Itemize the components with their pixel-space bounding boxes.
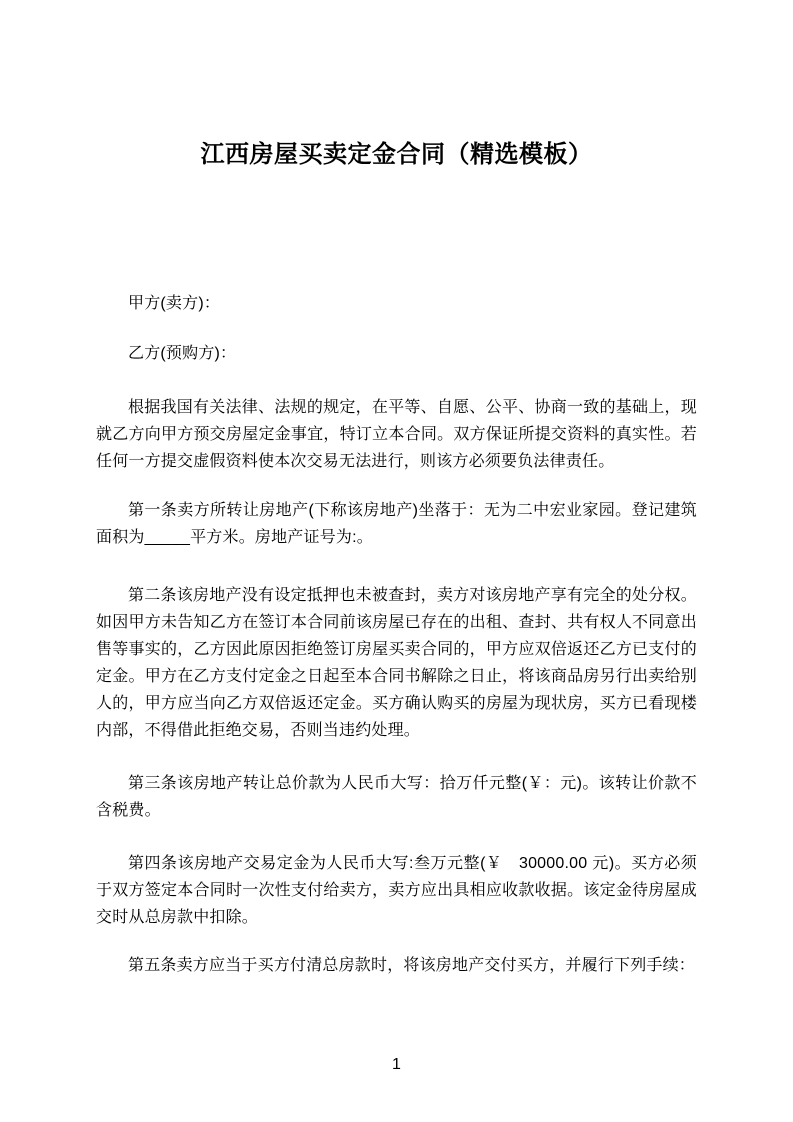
clause-4-paragraph: 第四条该房地产交易定金为人民币大写:叁万元整(￥ 30000.00 元)。买方必须于双方签定本合同时一次性支付给卖方，卖方应出具相应收款收据。该定金待房屋成交时从总房款中扣除。 [96, 855, 697, 926]
party-b-line: 乙方(预购方)： [128, 345, 237, 362]
clause-3-paragraph: 第三条该房地产转让总价款为人民币大写：拾万仟元整(￥：元)。该转让价款不含税费。 [96, 775, 697, 819]
clause-2-paragraph: 第二条该房地产没有设定抵押也未被查封，卖方对该房地产享有完全的处分权。如因甲方未告知乙方在签订本合同前该房屋已存在的出租、查封、共有权人不同意出售等事实的，乙方因此原因拒绝签订房屋买卖合同的，甲方应双倍返还乙方已支付的定金。甲方在乙方支付定金之日起至本合同书解除之日止，将该商品房另行出卖给别人的，甲方应当向乙方双倍返还定金。买方确认购买的房屋为现状房，买方已看现楼内部，不得借此拒绝交易，否则当违约处理。 [96, 587, 697, 739]
document-title: 江西房屋买卖定金合同（精选模板） [200, 141, 593, 168]
document-content [96, 0, 697, 979]
preamble-paragraph: 根据我国有关法律、法规的规定，在平等、自愿、公平、协商一致的基础上，现就乙方向甲方预交房屋定金事宜，特订立本合同。双方保证所提交资料的真实性。若任何一方提交虚假资料使本次交易无法进行，则该方必须要负法律责任。 [96, 399, 697, 470]
clause-5-paragraph: 第五条卖方应当于买方付清总房款时，将该房地产交付买方，并履行下列手续： [128, 957, 696, 974]
party-a-line: 甲方(卖方)： [128, 295, 221, 312]
page-number: 1 [392, 1056, 401, 1073]
clause-1-paragraph: 第一条卖方所转让房地产(下称该房地产)坐落于：无为二中宏业家园。登记建筑面积为_____平方米。房地产证号为:。 [96, 502, 697, 546]
